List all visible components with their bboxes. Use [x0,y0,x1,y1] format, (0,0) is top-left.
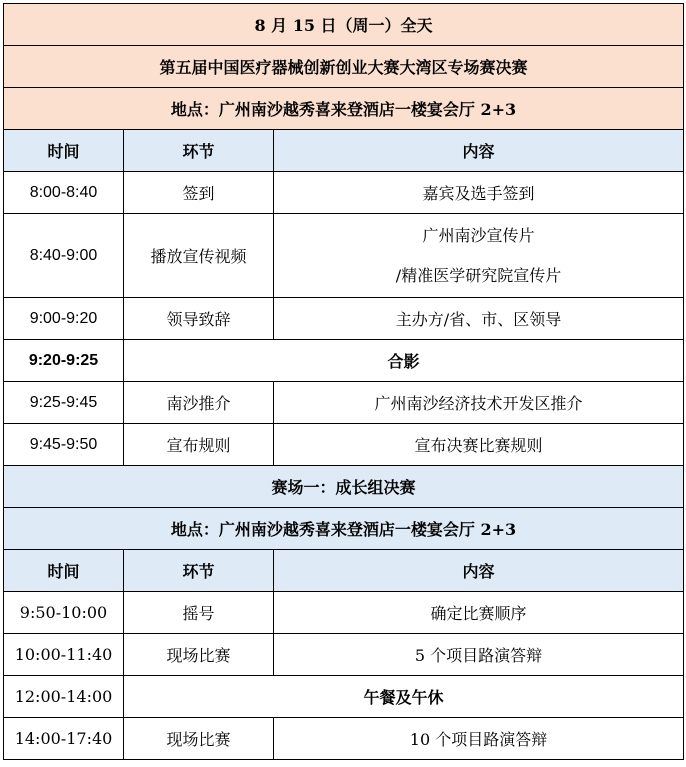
content-cell: 主办方/省、市、区领导 [274,298,684,340]
column-header-row [4,130,684,172]
column-header-time: 时间 [4,130,124,172]
session-cell: 摇号 [124,592,274,634]
event-title-row [4,46,684,88]
session-cell: 播放宣传视频 [124,214,274,298]
section-title: 赛场一：成长组决赛 [4,466,684,508]
date-header: 8 月 15 日（周一）全天 [4,4,684,46]
table-row [4,634,684,676]
table-row [4,592,684,634]
column-header-session: 环节 [124,550,274,592]
column-header-content: 内容 [274,130,684,172]
session-cell: 现场比赛 [124,718,274,760]
time-cell: 9:50-10:00 [4,592,124,634]
time-cell: 8:00-8:40 [4,172,124,214]
content-cell: 广州南沙经济技术开发区推介 [274,382,684,424]
section-location-row [4,508,684,550]
content-cell: 宣布决赛比赛规则 [274,424,684,466]
time-cell: 9:00-9:20 [4,298,124,340]
time-cell: 8:40-9:00 [4,214,124,298]
table-row [4,214,684,298]
session-cell: 领导致辞 [124,298,274,340]
location-row [4,88,684,130]
time-cell: 9:25-9:45 [4,382,124,424]
column-header-content: 内容 [274,550,684,592]
table-row [4,172,684,214]
time-cell: 9:45-9:50 [4,424,124,466]
location-header: 地点：广州南沙越秀喜来登酒店一楼宴会厅 2+3 [4,88,684,130]
content-cell: 午餐及午休 [124,676,684,718]
content-cell: 5 个项目路演答辩 [274,634,684,676]
content-cell: 嘉宾及选手签到 [274,172,684,214]
content-cell: 确定比赛顺序 [274,592,684,634]
session-cell: 现场比赛 [124,634,274,676]
event-title: 第五届中国医疗器械创新创业大赛大湾区专场赛决赛 [4,46,684,88]
section-title-row [4,466,684,508]
content-cell: 10 个项目路演答辩 [274,718,684,760]
column-header-session: 环节 [124,130,274,172]
column-header-time: 时间 [4,550,124,592]
table-row [4,718,684,760]
column-header-row [4,550,684,592]
content-line: /精准医学研究院宣传片 [395,265,562,285]
content-cell: 合影 [124,340,684,382]
schedule-table [3,3,684,760]
table-row [4,298,684,340]
session-cell: 宣布规则 [124,424,274,466]
session-cell: 南沙推介 [124,382,274,424]
time-cell: 9:20-9:25 [4,340,124,382]
table-row [4,382,684,424]
table-row [4,340,684,382]
time-cell: 14:00-17:40 [4,718,124,760]
table-row [4,676,684,718]
table-row [4,424,684,466]
time-cell: 10:00-11:40 [4,634,124,676]
section-location: 地点：广州南沙越秀喜来登酒店一楼宴会厅 2+3 [4,508,684,550]
date-row [4,4,684,46]
content-line: 广州南沙宣传片 [422,225,535,245]
session-cell: 签到 [124,172,274,214]
time-cell: 12:00-14:00 [4,676,124,718]
content-cell [274,214,684,298]
